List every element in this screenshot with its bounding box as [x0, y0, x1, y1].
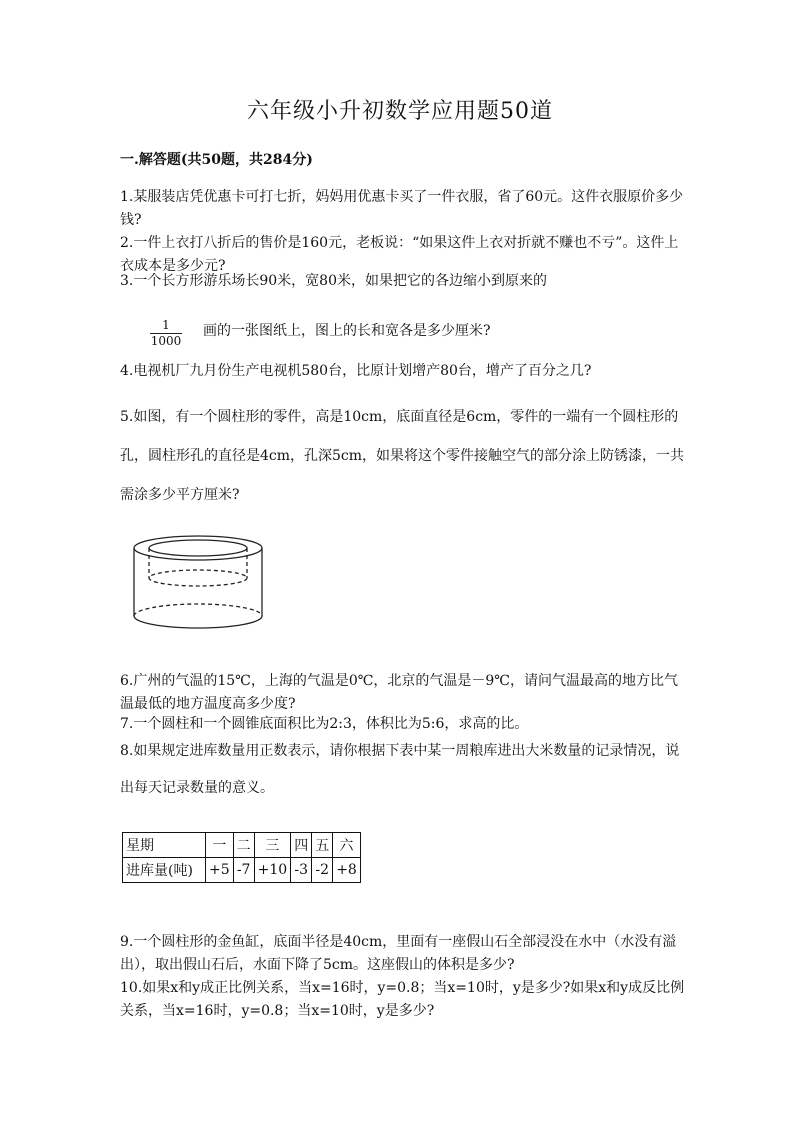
fraction-denominator: 1000 [150, 334, 182, 348]
fraction-numerator: 1 [162, 318, 170, 332]
question-3-part-b: 画的一张图纸上，图上的长和宽各是多少厘米? [203, 323, 491, 339]
table-cell-day: 一 [206, 833, 234, 858]
outer-bottom-back [134, 604, 262, 616]
table-cell-day: 二 [233, 833, 254, 858]
question-7: 7.一个圆柱和一个圆锥底面积比为2:3，体积比为5:6，求高的比。 [120, 716, 529, 732]
table-cell-day: 六 [333, 833, 361, 858]
page-title: 六年级小升初数学应用题50道 [247, 99, 553, 124]
hole-bottom-ellipse [149, 570, 247, 586]
table-row-days [123, 833, 361, 858]
table-cell-amount: -3 [291, 858, 312, 883]
cylinder-part-figure [128, 530, 278, 632]
table-cell-day: 四 [291, 833, 312, 858]
table-cell-amount: -7 [233, 858, 254, 883]
table-row-amounts [123, 858, 361, 883]
question-6: 6.广州的气温的15℃，上海的气温是0℃，北京的气温是－9℃，请问气温最高的地方比气温最低的地方温度高多少度? [120, 673, 678, 712]
outer-bottom-front [134, 616, 262, 628]
grain-record-table [122, 832, 361, 883]
table-header-amount: 进库量(吨) [123, 858, 206, 883]
table-cell-amount: +5 [206, 858, 234, 883]
table-cell-amount: +8 [333, 858, 361, 883]
question-5: 5.如图，有一个圆柱形的零件，高是10cm，底面直径是6cm，零件的一端有一个圆柱形的孔，圆柱形孔的直径是4cm，孔深5cm，如果将这个零件接触空气的部分涂上防锈漆，一共需涂多少平方厘米? [120, 409, 685, 503]
question-8: 8.如果规定进库数量用正数表示，请你根据下表中某一周粮库进出大米数量的记录情况，说出每天记录数量的意义。 [120, 743, 680, 796]
question-2: 2.一件上衣打八折后的售价是160元，老板说：“如果这件上衣对折就不赚也不亏”。这件上衣成本是多少元? [120, 235, 679, 274]
table-cell-amount: -2 [312, 858, 333, 883]
hole-top-ellipse [149, 540, 247, 556]
table-cell-amount: +10 [254, 858, 291, 883]
question-10: 10.如果x和y成正比例关系，当x=16时，y=0.8；当x=10时，y是多少?如果x和y成反比例关系，当x=16时，y=0.8；当x=10时，y是多少? [120, 980, 685, 1019]
question-4: 4.电视机厂九月份生产电视机580台，比原计划增产80台，增产了百分之几? [120, 363, 592, 379]
table-cell-day: 五 [312, 833, 333, 858]
table-cell-day: 三 [254, 833, 291, 858]
fraction-one-thousandth [146, 318, 186, 349]
question-3-part-a: 3.一个长方形游乐场长90米，宽80米，如果把它的各边缩小到原来的 [120, 273, 547, 289]
question-1: 1.某服装店凭优惠卡可打七折，妈妈用优惠卡买了一件衣服，省了60元。这件衣服原价多少钱? [120, 189, 684, 228]
table-header-weekday: 星期 [123, 833, 206, 858]
section-heading: 一.解答题(共50题，共284分) [120, 152, 313, 168]
question-9: 9.一个圆柱形的金鱼缸，底面半径是40cm，里面有一座假山石全部浸没在水中（水没有溢出），取出假山石后，水面下降了5cm。这座假山的体积是多少? [120, 934, 677, 973]
